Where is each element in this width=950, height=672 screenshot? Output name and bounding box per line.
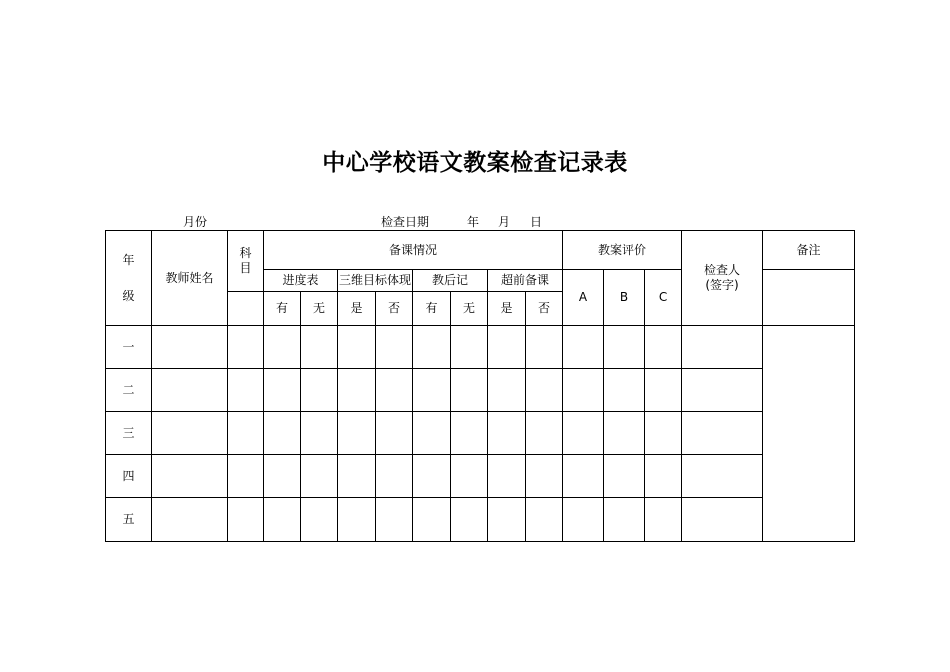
subject-cell[interactable]: [228, 326, 264, 369]
subject-cell[interactable]: [228, 412, 264, 455]
month-unit-label: 月: [498, 215, 511, 229]
eval-cell[interactable]: [563, 369, 604, 412]
grade-cell: 四: [106, 455, 152, 498]
table-row: [106, 369, 855, 412]
progress-header: 进度表: [264, 270, 338, 292]
checker-cell[interactable]: [682, 369, 763, 412]
check-cell[interactable]: [264, 455, 301, 498]
check-cell[interactable]: [488, 498, 526, 542]
subject-cell[interactable]: [228, 498, 264, 542]
grade-cell: 三: [106, 412, 152, 455]
check-cell[interactable]: [376, 498, 413, 542]
grade-b-header: B: [604, 270, 645, 326]
check-cell[interactable]: [451, 498, 488, 542]
subject-cell[interactable]: [228, 455, 264, 498]
eval-cell[interactable]: [604, 412, 645, 455]
grade-cell: 五: [106, 498, 152, 542]
check-cell[interactable]: [338, 412, 376, 455]
checker-cell[interactable]: [682, 412, 763, 455]
post-note-no: 无: [451, 292, 488, 326]
grade-header: [106, 231, 152, 326]
check-cell[interactable]: [526, 369, 563, 412]
eval-header: 教案评价: [563, 231, 682, 270]
check-cell[interactable]: [264, 326, 301, 369]
month-label: 月份: [183, 215, 208, 229]
eval-cell[interactable]: [563, 455, 604, 498]
check-cell[interactable]: [451, 455, 488, 498]
check-cell[interactable]: [413, 326, 451, 369]
check-cell[interactable]: [488, 326, 526, 369]
teacher-cell[interactable]: [152, 455, 228, 498]
check-cell[interactable]: [488, 412, 526, 455]
check-cell[interactable]: [451, 326, 488, 369]
check-cell[interactable]: [301, 455, 338, 498]
progress-no: 无: [301, 292, 338, 326]
check-cell[interactable]: [376, 455, 413, 498]
check-cell[interactable]: [301, 498, 338, 542]
eval-cell[interactable]: [604, 369, 645, 412]
check-cell[interactable]: [338, 369, 376, 412]
signature-label: (签字): [705, 278, 739, 292]
eval-cell[interactable]: [645, 412, 682, 455]
grade-c-header: C: [645, 270, 682, 326]
year-label: 年: [467, 215, 480, 229]
check-cell[interactable]: [338, 326, 376, 369]
grade-cell: 一: [106, 326, 152, 369]
inspection-table: [105, 230, 855, 542]
teacher-cell[interactable]: [152, 369, 228, 412]
checker-header: [682, 231, 763, 326]
subject-cell[interactable]: [228, 369, 264, 412]
table-row: [106, 498, 855, 542]
check-cell[interactable]: [338, 455, 376, 498]
eval-cell[interactable]: [563, 498, 604, 542]
advance-header: 超前备课: [488, 270, 563, 292]
remark-header: 备注: [763, 231, 855, 270]
check-cell[interactable]: [488, 369, 526, 412]
teacher-cell[interactable]: [152, 498, 228, 542]
eval-cell[interactable]: [604, 455, 645, 498]
post-note-header: 教后记: [413, 270, 488, 292]
check-cell[interactable]: [301, 412, 338, 455]
table-row: [106, 455, 855, 498]
check-cell[interactable]: [451, 412, 488, 455]
check-cell[interactable]: [413, 498, 451, 542]
page-title: 中心学校语文教案检查记录表: [322, 150, 628, 176]
three-dim-yes: 是: [338, 292, 376, 326]
checker-cell[interactable]: [682, 498, 763, 542]
eval-cell[interactable]: [563, 412, 604, 455]
teacher-name-label: 教师姓名: [165, 270, 214, 285]
check-cell[interactable]: [451, 369, 488, 412]
subject-label-top: 科: [239, 246, 252, 260]
eval-cell[interactable]: [645, 369, 682, 412]
eval-cell[interactable]: [563, 326, 604, 369]
table-row: [106, 412, 855, 455]
check-cell[interactable]: [488, 455, 526, 498]
check-cell[interactable]: [301, 369, 338, 412]
check-cell[interactable]: [413, 412, 451, 455]
check-cell[interactable]: [301, 326, 338, 369]
check-cell[interactable]: [338, 498, 376, 542]
advance-yes: 是: [488, 292, 526, 326]
post-note-yes: 有: [413, 292, 451, 326]
subject-subcell: [228, 292, 264, 326]
teacher-cell[interactable]: [152, 412, 228, 455]
remark-cell[interactable]: [763, 326, 855, 542]
grade-header-bottom: 级: [122, 289, 135, 303]
three-dim-no: 否: [376, 292, 413, 326]
advance-no: 否: [526, 292, 563, 326]
subject-label-bottom: 目: [239, 261, 252, 275]
table-row: [106, 326, 855, 369]
subject-header: [228, 231, 264, 292]
check-cell[interactable]: [264, 412, 301, 455]
check-cell[interactable]: [376, 412, 413, 455]
check-cell[interactable]: [413, 455, 451, 498]
check-cell[interactable]: [413, 369, 451, 412]
check-cell[interactable]: [526, 498, 563, 542]
grade-cell: 二: [106, 369, 152, 412]
teacher-cell[interactable]: [152, 326, 228, 369]
checker-label: 检查人: [704, 263, 741, 277]
day-label: 日: [530, 215, 543, 229]
check-cell[interactable]: [526, 326, 563, 369]
check-cell[interactable]: [264, 498, 301, 542]
progress-yes: 有: [264, 292, 301, 326]
remark-subheader: [763, 270, 855, 326]
check-cell[interactable]: [376, 326, 413, 369]
check-cell[interactable]: [526, 412, 563, 455]
checker-cell[interactable]: [682, 455, 763, 498]
teacher-name-header: [152, 231, 228, 326]
grade-a-header: A: [563, 270, 604, 326]
grade-header-top: 年: [122, 253, 135, 267]
eval-cell[interactable]: [645, 455, 682, 498]
check-cell[interactable]: [376, 369, 413, 412]
eval-cell[interactable]: [645, 498, 682, 542]
check-date-label: 检查日期: [381, 215, 430, 229]
checker-cell[interactable]: [682, 326, 763, 369]
three-dim-header: 三维目标体现: [338, 270, 413, 292]
check-cell[interactable]: [264, 369, 301, 412]
check-cell[interactable]: [526, 455, 563, 498]
prep-header: 备课情况: [264, 231, 563, 270]
eval-cell[interactable]: [604, 498, 645, 542]
eval-cell[interactable]: [604, 326, 645, 369]
eval-cell[interactable]: [645, 326, 682, 369]
